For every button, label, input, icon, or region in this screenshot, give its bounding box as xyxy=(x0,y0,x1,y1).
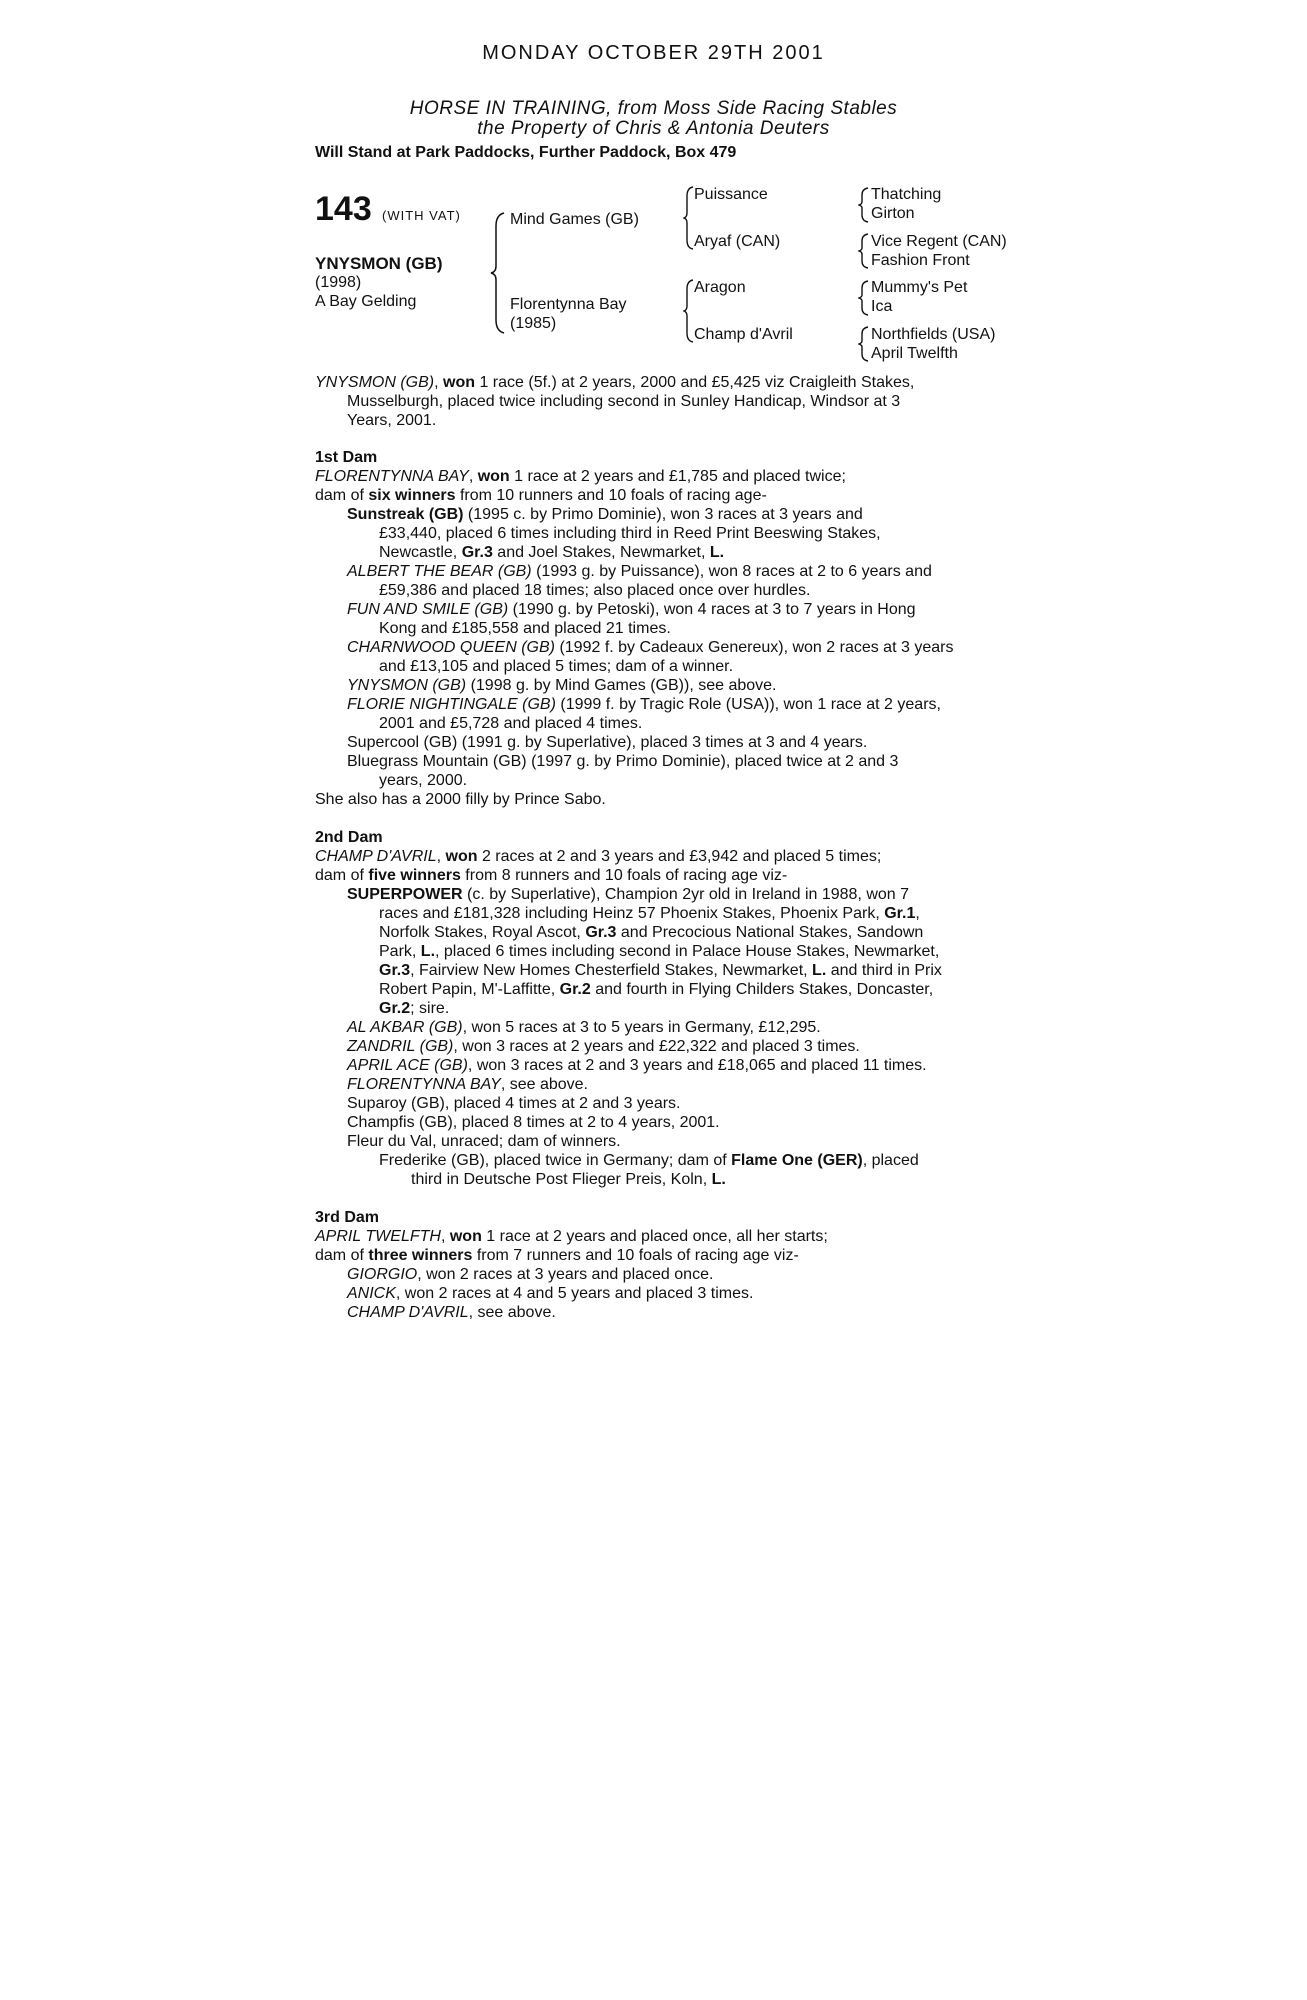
produce-entry xyxy=(315,1056,995,1075)
summary-text-2: Musselburgh, placed twice including second in Sunley Handicap, Windsor at 3 xyxy=(347,393,901,410)
produce-entry xyxy=(315,733,995,752)
produce-name: GIORGIO xyxy=(347,1266,418,1283)
produce-text: , placed 4 times at 2 and 3 years. xyxy=(444,1095,681,1112)
lot-number: 143 xyxy=(315,190,372,228)
produce-name: Fleur du Val xyxy=(347,1133,433,1150)
pedigree-brace-main xyxy=(490,212,506,334)
produce-entry xyxy=(315,1018,995,1037)
pedigree-brace-g4-4 xyxy=(858,326,870,362)
third-dam-dam-of-pre: dam of xyxy=(315,1247,369,1264)
second-dam-dam-of-post: from 8 runners and 10 foals of racing age viz- xyxy=(460,867,788,884)
stand-location: Will Stand at Park Paddocks, Further Paddock, Box 479 xyxy=(315,144,737,161)
produce-entry xyxy=(315,505,995,524)
third-dam-name: APRIL TWELFTH xyxy=(315,1228,441,1245)
produce-text: £33,440, placed 6 times including third in Reed Print Beeswing Stakes, xyxy=(379,525,881,542)
race-grade: Gr.3 xyxy=(585,924,617,941)
produce-name: Supercool (GB) xyxy=(347,734,458,751)
produce-text: , Fairview New Homes Chesterfield Stakes, Newmarket, xyxy=(410,962,813,979)
produce-name: FLORIE NIGHTINGALE (GB) xyxy=(347,696,556,713)
pedigree-gen4-4: Fashion Front xyxy=(871,252,970,269)
produce-text: (1993 g. by Puissance), won 8 races at 2 to 6 years and xyxy=(531,563,932,580)
race-grade: L. xyxy=(420,943,436,960)
produce-text xyxy=(315,942,995,961)
second-dam-dam-of-pre: dam of xyxy=(315,867,369,884)
produce-text: (c. by Superlative), Champion 2yr old in Ireland in 1988, won 7 xyxy=(462,886,910,903)
produce-name: Suparoy (GB) xyxy=(347,1095,445,1112)
produce-entry xyxy=(315,562,995,581)
produce-name: SUPERPOWER xyxy=(347,886,463,903)
vat-note: (WITH VAT) xyxy=(382,208,461,223)
third-dam-won: won xyxy=(449,1228,482,1245)
produce-text xyxy=(315,543,995,562)
produce-text: , placed 6 times including second in Palace House Stakes, Newmarket, xyxy=(435,943,940,960)
produce-name: ANICK xyxy=(347,1285,396,1302)
race-grade: L. xyxy=(709,544,725,561)
produce-text: , won 5 races at 3 to 5 years in Germany, £12,295. xyxy=(462,1019,821,1036)
produce-entry xyxy=(315,676,995,695)
race-grade: Gr.3 xyxy=(461,544,493,561)
race-grade: Gr.2 xyxy=(379,1000,411,1017)
produce-entry xyxy=(315,1075,995,1094)
produce-text: , xyxy=(915,905,920,922)
first-dam-comma: , xyxy=(468,468,478,485)
race-summary xyxy=(315,373,995,430)
produce-text: , see above. xyxy=(500,1076,588,1093)
pedigree-gen4-2: Girton xyxy=(871,205,915,222)
produce-name: Bluegrass Mountain (GB) xyxy=(347,753,527,770)
second-dam-heading: 2nd Dam xyxy=(315,829,383,846)
produce-text: and third in Prix xyxy=(826,962,942,979)
consignor-line-1: HORSE IN TRAINING, from Moss Side Racing Stables xyxy=(409,98,898,119)
first-dam-footer: She also has a 2000 filly by Prince Sabo. xyxy=(315,791,606,808)
sale-date: MONDAY OCTOBER 29TH 2001 xyxy=(482,42,825,64)
pedigree-gen3-3: Aragon xyxy=(694,279,746,296)
horse-description: A Bay Gelding xyxy=(315,293,417,310)
produce-text: Robert Papin, M'-Laffitte, xyxy=(379,981,560,998)
produce-name: CHAMP D'AVRIL xyxy=(347,1304,469,1321)
horse-year: (1998) xyxy=(315,274,362,291)
produce-entry xyxy=(315,1094,995,1113)
first-dam-section xyxy=(315,448,995,809)
race-grade: L. xyxy=(711,1171,726,1188)
produce-text xyxy=(315,961,995,980)
third-dam-comma: , xyxy=(440,1228,450,1245)
produce-entry xyxy=(315,1284,995,1303)
pedigree-sire: Mind Games (GB) xyxy=(510,211,639,228)
pedigree-gen4-1: Thatching xyxy=(871,186,942,203)
produce-text: Frederike (GB), placed twice in Germany; dam of xyxy=(379,1152,732,1169)
consignor-line-2: the Property of Chris & Antonia Deuters xyxy=(477,118,830,139)
produce-entry xyxy=(315,885,995,904)
produce-text: (1997 g. by Primo Dominie), placed twice at 2 and 3 xyxy=(526,753,899,770)
horse-name: YNYSMON (GB) xyxy=(315,254,443,273)
produce-entry xyxy=(315,1037,995,1056)
produce-text: Park, xyxy=(379,943,421,960)
first-dam-won: won xyxy=(477,468,510,485)
pedigree-gen3-4: Champ d'Avril xyxy=(694,326,793,343)
produce-name: Sunstreak (GB) xyxy=(347,506,464,523)
first-dam-dam-of-pre: dam of xyxy=(315,487,369,504)
produce-text: , won 2 races at 3 years and placed once. xyxy=(417,1266,714,1283)
produce-name: ZANDRIL (GB) xyxy=(347,1038,454,1055)
produce-name: Flame One (GER) xyxy=(731,1152,863,1169)
produce-text: and Joel Stakes, Newmarket, xyxy=(492,544,710,561)
produce-entry xyxy=(315,1303,995,1322)
produce-text: (1991 g. by Superlative), placed 3 times at 3 and 4 years. xyxy=(457,734,868,751)
first-dam-winners-count: six winners xyxy=(368,487,456,504)
produce-entry xyxy=(315,600,995,619)
produce-text xyxy=(315,923,995,942)
summary-text-1: 1 race (5f.) at 2 years, 2000 and £5,425 viz Craigleith Stakes, xyxy=(475,374,915,391)
race-grade: Gr.1 xyxy=(884,905,916,922)
produce-entry xyxy=(315,638,995,657)
produce-entry xyxy=(315,1113,995,1132)
produce-text: , unraced; dam of winners. xyxy=(432,1133,621,1150)
second-dam-winners-count: five winners xyxy=(368,867,461,884)
race-grade: Gr.3 xyxy=(379,962,411,979)
produce-text: Norfolk Stakes, Royal Ascot, xyxy=(379,924,586,941)
produce-text: and Precocious National Stakes, Sandown xyxy=(616,924,924,941)
pedigree-gen4-5: Mummy's Pet xyxy=(871,279,968,296)
produce-entry xyxy=(315,1132,995,1151)
first-dam-dam-of-post: from 10 runners and 10 foals of racing age- xyxy=(455,487,767,504)
pedigree-gen4-7: Northfields (USA) xyxy=(871,326,996,343)
produce-text: , placed 8 times at 2 to 4 years, 2001. xyxy=(452,1114,720,1131)
pedigree-gen3-1: Puissance xyxy=(694,186,768,203)
pedigree-brace-g4-1 xyxy=(858,187,870,223)
third-dam-record: 1 race at 2 years and placed once, all her starts; xyxy=(481,1228,828,1245)
produce-text xyxy=(315,1170,995,1189)
produce-text: , won 3 races at 2 and 3 years and £18,065 and placed 11 times. xyxy=(467,1057,927,1074)
summary-text-3: Years, 2001. xyxy=(347,412,437,429)
pedigree-dam: Florentynna Bay xyxy=(510,296,627,313)
produce-entry xyxy=(315,752,995,771)
produce-name: CHARNWOOD QUEEN (GB) xyxy=(347,639,555,656)
summary-horse-name: YNYSMON (GB) xyxy=(315,374,435,391)
second-dam-section xyxy=(315,828,995,1189)
produce-text: third in Deutsche Post Flieger Preis, Koln, xyxy=(411,1171,712,1188)
second-dam-comma: , xyxy=(436,848,446,865)
produce-name: FUN AND SMILE (GB) xyxy=(347,601,509,618)
produce-name: APRIL ACE (GB) xyxy=(347,1057,468,1074)
race-grade: L. xyxy=(812,962,827,979)
second-dam-record: 2 races at 2 and 3 years and £3,942 and placed 5 times; xyxy=(477,848,882,865)
third-dam-section xyxy=(315,1208,995,1322)
produce-text: (1992 f. by Cadeaux Genereux), won 2 races at 3 years xyxy=(555,639,954,656)
produce-text: , won 3 races at 2 years and £22,322 and placed 3 times. xyxy=(453,1038,860,1055)
produce-text: ; sire. xyxy=(410,1000,450,1017)
produce-name: ALBERT THE BEAR (GB) xyxy=(347,563,532,580)
produce-text xyxy=(315,904,995,923)
produce-text: Newcastle, xyxy=(379,544,462,561)
produce-text: years, 2000. xyxy=(379,772,468,789)
produce-text: Kong and £185,558 and placed 21 times. xyxy=(379,620,671,637)
first-dam-record: 1 race at 2 years and £1,785 and placed twice; xyxy=(509,468,846,485)
pedigree-dam-year: (1985) xyxy=(510,315,557,332)
produce-text: and fourth in Flying Childers Stakes, Doncaster, xyxy=(590,981,934,998)
first-dam-name: FLORENTYNNA BAY xyxy=(315,468,469,485)
produce-text xyxy=(315,999,995,1018)
second-dam-won: won xyxy=(445,848,478,865)
produce-name: AL AKBAR (GB) xyxy=(347,1019,463,1036)
produce-text: , won 2 races at 4 and 5 years and placed 3 times. xyxy=(395,1285,754,1302)
produce-text: , placed xyxy=(862,1152,919,1169)
third-dam-heading: 3rd Dam xyxy=(315,1209,380,1226)
second-dam-name: CHAMP D'AVRIL xyxy=(315,848,437,865)
produce-text: (1998 g. by Mind Games (GB)), see above. xyxy=(466,677,777,694)
produce-text: £59,386 and placed 18 times; also placed once over hurdles. xyxy=(379,582,811,599)
produce-name: Champfis (GB) xyxy=(347,1114,453,1131)
summary-won: won xyxy=(443,374,476,391)
produce-name: FLORENTYNNA BAY xyxy=(347,1076,501,1093)
produce-text: , see above. xyxy=(468,1304,556,1321)
produce-text: (1999 f. by Tragic Role (USA)), won 1 race at 2 years, xyxy=(555,696,941,713)
pedigree-brace-g4-3 xyxy=(858,280,870,316)
first-dam-heading: 1st Dam xyxy=(315,449,378,466)
pedigree-gen4-3: Vice Regent (CAN) xyxy=(871,233,1007,250)
race-grade: Gr.2 xyxy=(559,981,591,998)
third-dam-dam-of-post: from 7 runners and 10 foals of racing age viz- xyxy=(472,1247,799,1264)
summary-comma: , xyxy=(434,374,444,391)
pedigree-gen4-8: April Twelfth xyxy=(871,345,958,362)
produce-text xyxy=(315,980,995,999)
produce-text: (1995 c. by Primo Dominie), won 3 races at 3 years and xyxy=(463,506,863,523)
pedigree-gen3-2: Aryaf (CAN) xyxy=(694,233,781,250)
produce-entry xyxy=(315,1265,995,1284)
produce-text: races and £181,328 including Heinz 57 Phoenix Stakes, Phoenix Park, xyxy=(379,905,885,922)
produce-entry xyxy=(315,1151,995,1170)
produce-text: and £13,105 and placed 5 times; dam of a winner. xyxy=(379,658,734,675)
produce-text: 2001 and £5,728 and placed 4 times. xyxy=(379,715,643,732)
produce-text: (1990 g. by Petoski), won 4 races at 3 to 7 years in Hong xyxy=(508,601,916,618)
produce-entry xyxy=(315,695,995,714)
pedigree-gen4-6: Ica xyxy=(871,298,893,315)
third-dam-winners-count: three winners xyxy=(368,1247,473,1264)
produce-name: YNYSMON (GB) xyxy=(347,677,467,694)
pedigree-brace-g4-2 xyxy=(858,233,870,269)
